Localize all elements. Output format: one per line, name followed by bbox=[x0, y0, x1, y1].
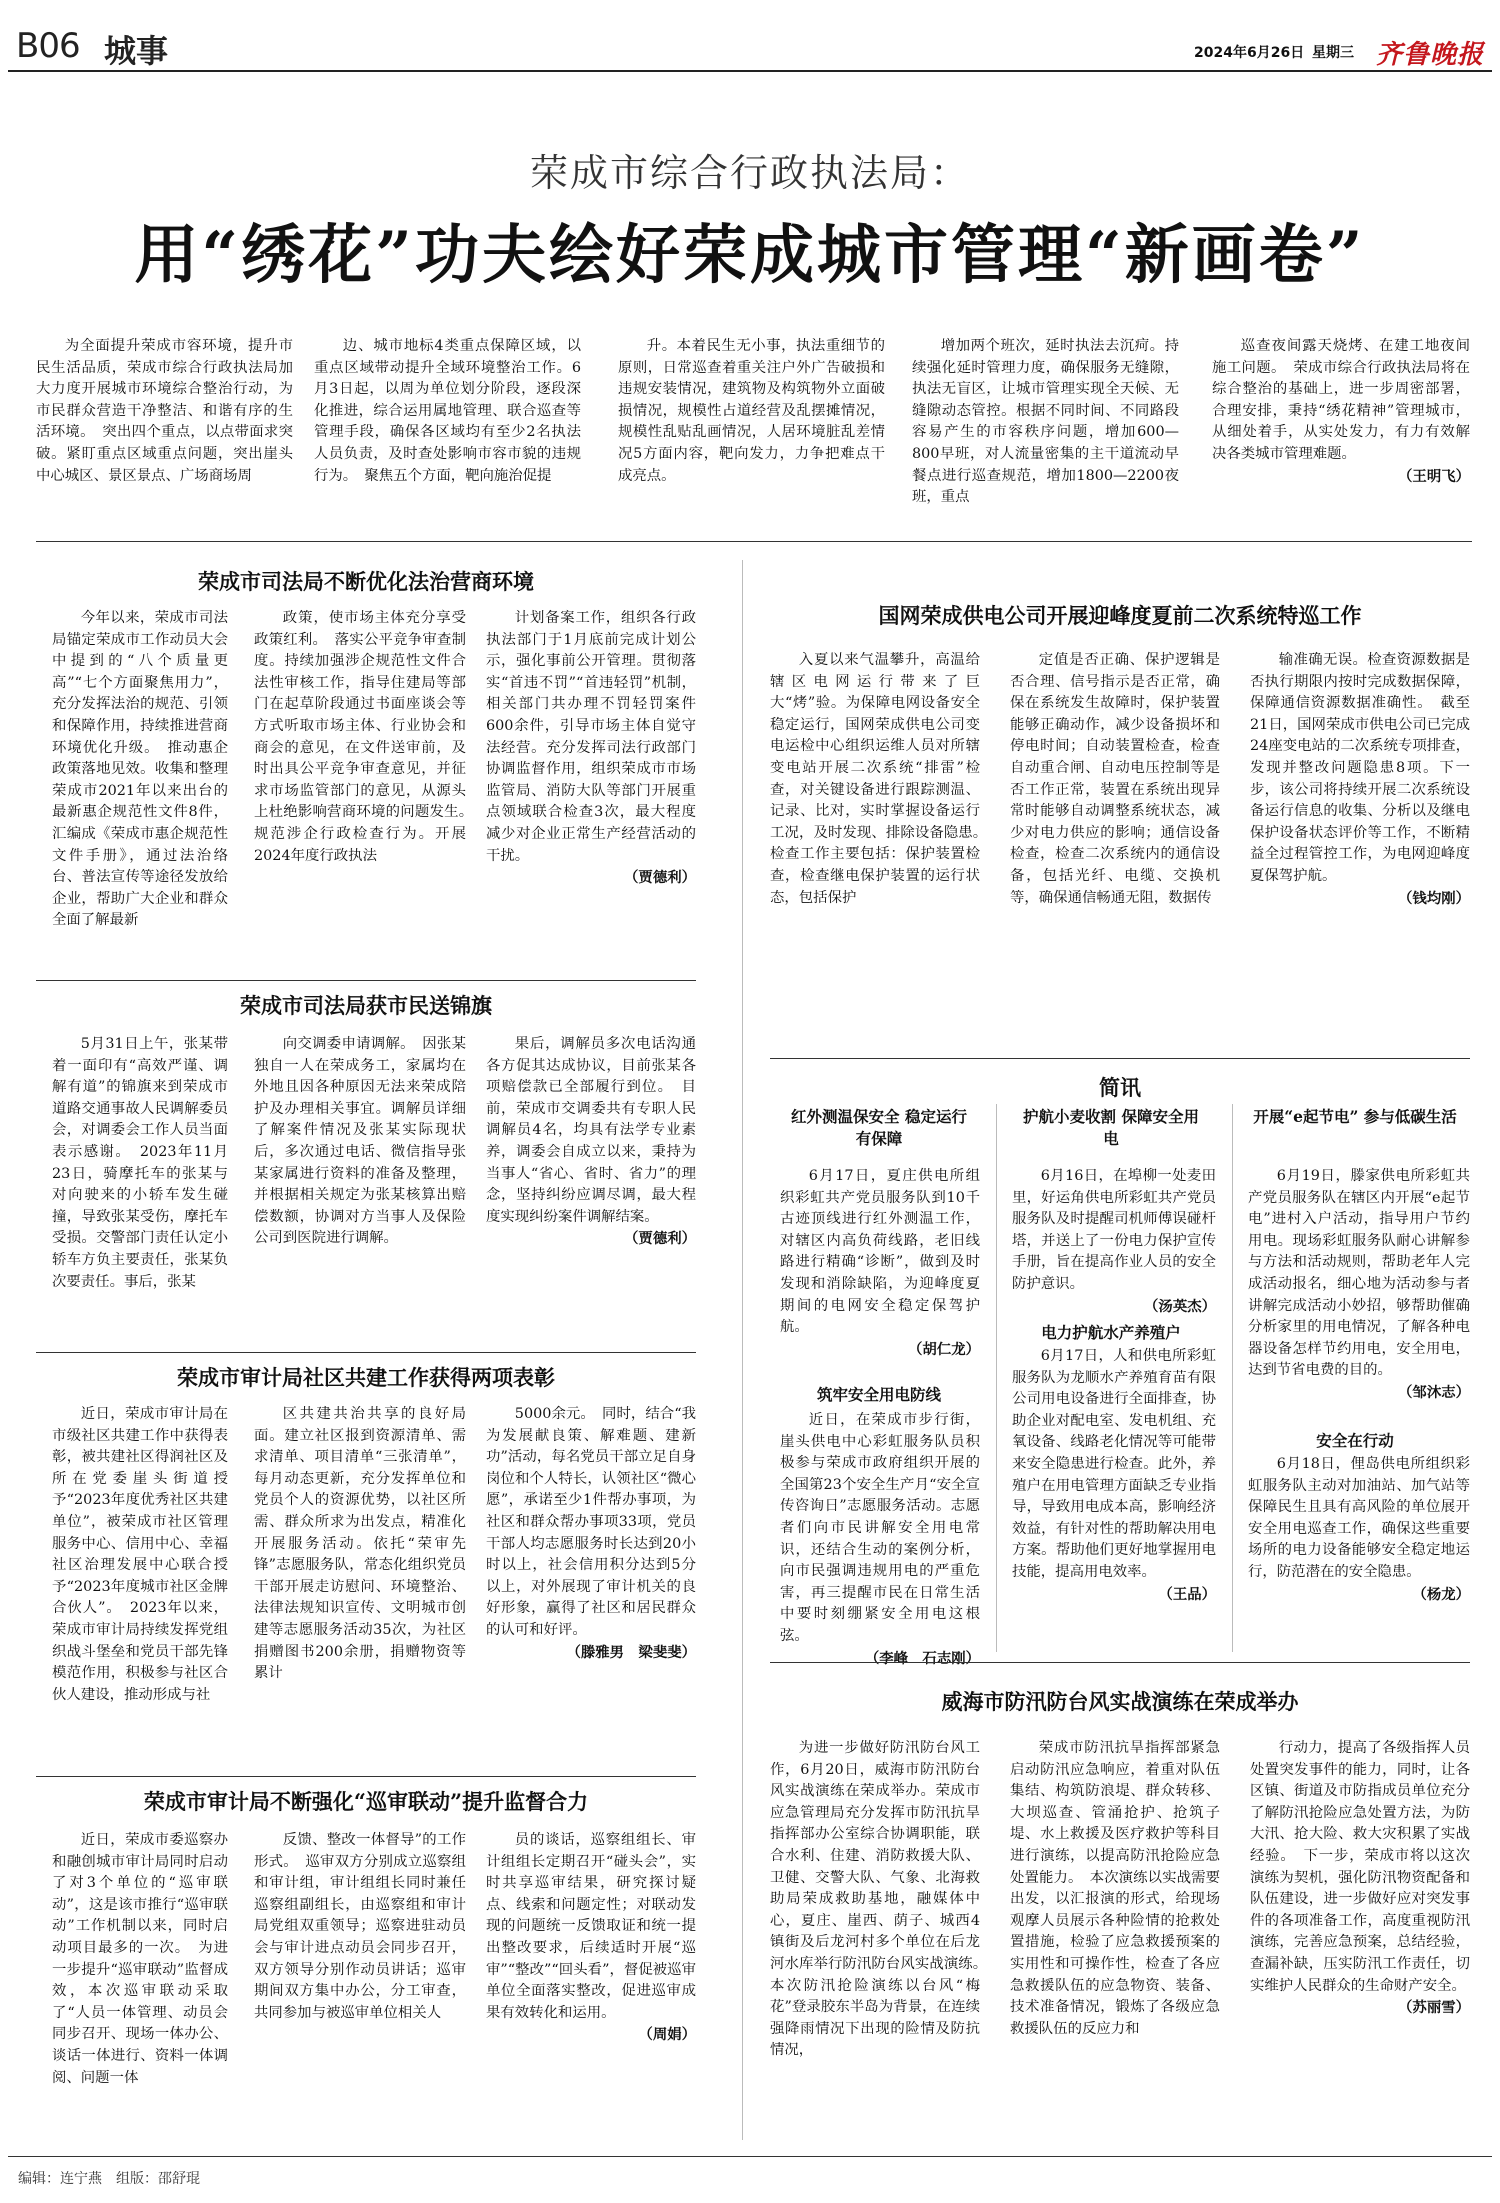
lead-bottom-rule bbox=[36, 541, 1472, 542]
page-code: B06 bbox=[16, 26, 80, 66]
rule-briefs bbox=[770, 1662, 1470, 1663]
article-4-column-2: 反馈、整改一体督导”的工作形式。 巡审双方分别成立巡察组和审计组，审计组组长同时兼任巡察组副组长，由巡察组和审计局党组双重领导；巡察进驻动员会与审计进点动员会同步召开，双方领导分别作动员讲话；巡审期间双方集中办公，分工审查，共同参加与被巡审单位相关人 bbox=[254, 1832, 466, 2021]
briefs-heading: 简讯 bbox=[1099, 1075, 1141, 1100]
lead-column-2: 边、城市地标4类重点保障区域，以重点区域带动提升全域环境整治工作。6月3日起，以周为单位划分阶段，逐段深化推进，综合运用属地管理、联合巡查等管理手段，确保各区域均有至少2名执法人员负责，及时查处影响市容市貌的违规行为。 聚焦五个方面，靶向施治促提 bbox=[314, 338, 581, 484]
brief-safety-line-text: 近日，在荣成市步行街，崖头供电中心彩虹服务队员积极参与荣成市政府组织开展的全国第23个安全生产月“安全宣传咨询日”志愿服务活动。志愿者们向市民讲解安全用电常识，还结合生动的案例分析，向市民强调违规用电的严重危害，再三提醒市民在日常生活中要时刻绷紧安全用电这根弦。 （李峰 石志刚） bbox=[780, 1410, 980, 1658]
article-2-column-3: 果后，调解员多次电话沟通各方促其达成协议，目前张某各项赔偿款已全部履行到位。 目前，荣成市交调委共有专职人民调解员4名，均具有法学专业素养，调委会自成立以来，秉持为当事人“省心、省时、省力”的理念，坚持纠纷应调尽调，最大程度实现纠纷案件调解结案。 （贾德利） bbox=[486, 1034, 696, 1344]
masthead-rule bbox=[8, 70, 1492, 72]
masthead bbox=[0, 0, 1500, 72]
lead-kicker: 荣成市综合行政执法局： bbox=[529, 151, 970, 195]
lead-column-3: 升。本着民生无小事，执法重细节的原则，日常巡查着重关注户外广告破损和违规安装情况，建筑物及构筑物外立面破损情况，规模性占道经营及乱摆摊情况，规模性乱贴乱画情况，人居环境脏乱差情况5方面内容，靶向发力，力争把难点干成亮点。 bbox=[618, 338, 885, 484]
rule-a1 bbox=[36, 980, 696, 981]
article-title-audit-inspection: 荣成市审计局不断强化“巡审联动”提升监督合力 bbox=[143, 1789, 589, 1814]
brief-safety-line-author: （李峰 石志刚） bbox=[864, 1649, 980, 1667]
article-title-judicial-business-env: 荣成市司法局不断优化法治营商环境 bbox=[198, 569, 534, 594]
brief-title-safety-action: 安全在行动 bbox=[1316, 1431, 1394, 1450]
article-title-audit-community: 荣成市审计局社区共建工作获得两项表彰 bbox=[177, 1365, 555, 1390]
rule-a2 bbox=[36, 1352, 696, 1353]
brief-title-infrared: 红外测温保安全 稳定运行有保障 bbox=[791, 1107, 967, 1148]
article-6-column-3: 行动力，提高了各级指挥人员处置突发事件的能力，同时，让各区镇、街道及市防指成员单位充分了解防汛抢险应急处置方法，为防大汛、抢大险、救大灾积累了实战经验。 下一步，荣成市将以这次演练为契机，强化防汛物资配备和队伍建设，进一步做好应对突发事件的各项准备工作，高度重视防汛演练，完善应急预案，总结经验，查漏补缺，压实防汛工作责任，切实维护人民群众的生命财产安全。 （苏丽雪） bbox=[1250, 1738, 1470, 2130]
lead-column-1: 为全面提升荣成市容环境，提升市民生活品质，荣成市综合行政执法局加大力度开展城市环境综合整治行动，为市民群众营造干净整洁、和谐有序的生活环境。 突出四个重点，以点带面求突破。紧盯重点区域重点问题，突出崖头中心城区、景区景点、广场商场周 bbox=[36, 338, 293, 484]
lead-column-5: 巡查夜间露天烧烤、在建工地夜间施工问题。 荣成市综合行政执法局将在综合整治的基础上，进一步周密部署，合理安排，秉持“绣花精神”管理城市，从细处着手，从实处发力，有力有效解决各类城市管理难题。 （王明飞） bbox=[1212, 336, 1470, 532]
article-2-column-2: 向交调委申请调解。 因张某独自一人在荣成务工，家属均在外地且因各种原因无法来荣成陪护及办理相关事宜。调解员详细了解案件情况及张某实际现状后，多次通过电话、微信指导张某家属进行资料的准备及整理，并根据相关规定为张某核算出赔偿数额，协调对方当事人及保险公司到医院进行调解。 bbox=[254, 1036, 466, 1247]
brief-title-aquaculture: 电力护航水产养殖户 bbox=[1041, 1323, 1181, 1342]
article-title-flood-drill: 威海市防汛防台风实战演练在荣成举办 bbox=[941, 1689, 1299, 1714]
brief-infrared-text: 6月17日，夏庄供电所组织彩虹共产党员服务队到10千古迹顶线进行红外测温工作，对辖区内高负荷线路，老旧线路进行精确“诊断”，做到及时发现和消除缺陷，为迎峰度夏期间的电网安全稳定保驾护航。 （胡仁龙） bbox=[780, 1166, 980, 1372]
article-2-column-1: 5月31日上午，张某带着一面印有“高效严谨、调解有道”的锦旗来到荣成市道路交通事故人民调解委员会，对调委会工作人员当面表示感谢。 2023年11月23日，骑摩托车的张某与对向驶来的小轿车发生碰撞，导致张某受伤，摩托车受损。交警部门责任认定小轿车方负主要责任，张某负次要责任。事后，张某 bbox=[52, 1036, 228, 1290]
lead-column-4: 增加两个班次，延时执法去沉疴。持续强化延时管理力度，确保服务无缝隙，执法无盲区，让城市管理实现全天候、无缝隙动态管控。根据不同时间、不同路段容易产生的市容秩序问题，增加600—800早班，对人流量密集的主干道流动早餐点进行巡查规范，增加1800—2200夜班，重点 bbox=[912, 338, 1179, 506]
brief-e-saving-text: 6月19日，滕家供电所彩虹共产党员服务队在辖区内开展“e起节电”进村入户活动，指导用户节约用电。现场彩虹服务队耐心讲解参与方法和活动规则，帮助老年人完成活动报名，细心地为活动参与者讲解完成活动小妙招，够帮助催确分析家里的用电情况，了解各种电器设备怎样节约用电，安全用电，达到节省电费的目的。 （邹沐志） bbox=[1248, 1166, 1470, 1426]
paper-logo: 齐鲁晚报 bbox=[1376, 40, 1485, 70]
brief-title-safety-line: 筑牢安全用电防线 bbox=[816, 1385, 941, 1404]
brief-safety-action-text: 6月18日，俚岛供电所组织彩虹服务队主动对加油站、加气站等保障民生且具有高风险的单位展开安全用电巡查工作，确保这些重要场所的电力设备能够安全稳定地运行，防范潜在的安全隐患。 （杨龙） bbox=[1248, 1454, 1470, 1658]
article-3-author: （滕雅男 梁斐斐） bbox=[566, 1643, 696, 1661]
article-3-column-2: 区共建共治共享的良好局面。建立社区报到资源清单、需求清单、项目清单“三张清单”，每月动态更新，充分发挥单位和党员个人的资源优势，以社区所需、群众所求为出发点，精准化开展服务活动。依托“荣审先锋”志愿服务队，常态化组织党员干部开展走访慰问、环境整治、法律法规知识宣传、文明城市创建等志愿服务活动35次，为社区捐赠图书200余册，捐赠物资等累计 bbox=[254, 1406, 466, 1682]
brief-aquaculture-author: （王品） bbox=[1158, 1585, 1216, 1603]
brief-title-wheat: 护航小麦收割 保障安全用电 bbox=[1023, 1107, 1199, 1148]
brief-aquaculture-text: 6月17日，人和供电所彩虹服务队为龙顺水产养殖育苗有限公司用电设备进行全面排查，协助企业对配电室、发电机组、充氧设备、线路老化情况等可能带来安全隐患进行检查。此外，养殖户在用电管理方面缺乏专业指导，导致用电成本高，影响经济效益，有针对性的帮助解决用电方案。帮助他们更好地掌握用电技能，提高用电效率。 （王品） bbox=[1012, 1346, 1216, 1658]
article-4-author: （周娟） bbox=[638, 2026, 696, 2044]
article-title-banner-award: 荣成市司法局获市民送锦旗 bbox=[240, 993, 492, 1018]
article-5-column-1: 入夏以来气温攀升，高温给辖区电网运行带来了巨大“烤”验。为保障电网设备安全稳定运行，国网荣成供电公司变电运检中心组织运维人员对所辖变电站开展二次系统“排雷”检查，对关键设备进行跟踪测温、记录、比对，实时掌握设备运行工况，及时发现、排除设备隐患。 检查工作主要包括：保护装置检查，检查继电保护装置的运行状态，包括保护 bbox=[770, 652, 995, 906]
brief-e-saving-author: （邹沐志） bbox=[1398, 1383, 1470, 1401]
rule-a5 bbox=[770, 1058, 1470, 1059]
brief-infrared-author: （胡仁龙） bbox=[908, 1340, 980, 1358]
brief-title-e-saving: 开展“e起节电” 参与低碳生活 bbox=[1253, 1107, 1457, 1126]
brief-divider-1 bbox=[996, 1104, 997, 1652]
article-5-column-3: 输准确无误。检查资源数据是否执行期限内按时完成数据保障，保障通信资源数据准确性。 截至21日，国网荣成市供电公司已完成24座变电站的二次系统专项排查，发现并整改问题隐患8项。下一步，该公司将持续开展二次系统设备运行信息的收集、分析以及继电保护设备状态评价等工作，不断精益全过程管控工作，为电网迎峰度夏保驾护航。 （钱均刚） bbox=[1250, 650, 1470, 1050]
article-4-column-3: 员的谈话，巡察组组长、审计组组长定期召开“碰头会”，实时共享巡审结果，研究探讨疑点、线索和问题定性；对联动发现的问题统一反馈取证和统一提出整改要求，后续适时开展“巡审”“整改”“回头看”，督促被巡审单位全面落实整改，促进巡审成果有效转化和运用。 （周娟） bbox=[486, 1830, 696, 2130]
article-6-column-1: 为进一步做好防汛防台风工作，6月20日，威海市防汛防台风实战演练在荣成举办。荣成市应急管理局充分发挥市防汛抗旱指挥部办公室综合协调职能，联合水利、住建、消防救援大队、卫健、交警大队、气象、北海救助局荣成救助基地，融媒体中心，夏庄、崖西、荫子、城西4镇街及后龙河村多个单位在后龙河水库举行防汛防台风实战演练。 本次防汛抢险演练以台风“梅花”登录胶东半岛为背景，在连续强降雨情况下出现的险情及防抗情况， bbox=[770, 1740, 995, 2059]
brief-wheat-text: 6月16日，在埠柳一处麦田里，好运角供电所彩虹共产党员服务队及时提醒司机师傅误碰杆塔，并送上了一份电力保护宣传手册，旨在提高作业人员的安全防护意识。 （汤英杰） bbox=[1012, 1166, 1216, 1316]
rule-a3 bbox=[36, 1776, 696, 1777]
column-divider bbox=[742, 560, 743, 2140]
brief-safety-action-author: （杨龙） bbox=[1412, 1585, 1470, 1603]
footer-rule bbox=[8, 2156, 1492, 2157]
brief-wheat-author: （汤英杰） bbox=[1144, 1297, 1216, 1315]
article-1-author: （贾德利） bbox=[624, 869, 696, 887]
article-3-column-3: 5000余元。 同时，结合“我为发展献良策、解难题、建新功”活动，每名党员干部立足自身岗位和个人特长，认领社区“微心愿”，承诺至少1件帮办事项，为社区和群众帮办事项33项，党员干部人均志愿服务时长达到20小时以上，社会信用积分达到5分以上，对外展现了审计机关的良好形象，赢得了社区和居民群众的认可和好评。 （滕雅男 梁斐斐） bbox=[486, 1404, 696, 1770]
lead-headline: 用“绣花”功夫绘好荣成城市管理“新画卷” bbox=[134, 218, 1366, 293]
editor-credit: 编辑：连宁燕 组版：邵舒琨 bbox=[18, 2171, 200, 2187]
article-1-column-3: 计划备案工作，组织各行政执法部门于1月底前完成计划公示，强化事前公开管理。贯彻落实“首违不罚”“首违轻罚”机制，相关部门共办理不罚轻罚案件600余件，引导市场主体自觉守法经营。充分发挥司法行政部门协调监督作用，组织荣成市市场监管局、消防大队等部门开展重点领域联合检查3次，最大程度减少对企业正常生产经营活动的干扰。 （贾德利） bbox=[486, 608, 696, 974]
article-5-column-2: 定值是否正确、保护逻辑是否合理、信号指示是否正常，确保在系统发生故障时，保护装置能够正确动作，减少设备损坏和停电时间；自动装置检查，检查自动重合闸、自动电压控制等是否工作正常，装置在系统出现异常时能够自动调整系统状态，减少对电力供应的影响；通信设备检查，检查二次系统内的通信设备，包括光纤、电缆、交换机等，确保通信畅通无阻，数据传 bbox=[1010, 652, 1220, 906]
lead-author: （王明飞） bbox=[1398, 467, 1470, 485]
section-name: 城事 bbox=[104, 32, 169, 70]
issue-date: 2024年6月26日 bbox=[1194, 45, 1305, 61]
article-4-column-1: 近日，荣成市委巡察办和融创城市审计局同时启动了对3个单位的“巡审联动”，这是该市推行“巡审联动”工作机制以来，同时启动项目最多的一次。 为进一步提升“巡审联动”监督成效，本次巡审联动采取了“人员一体管理、动员会同步召开、现场一体办公、谈话一体进行、资料一体调阅、问题一体 bbox=[52, 1832, 228, 2086]
article-1-column-2: 政策，使市场主体充分享受政策红利。 落实公平竞争审查制度。持续加强涉企规范性文件合法性审核工作，指导住建局等部门在起草阶段通过书面座谈会等方式听取市场主体、行业协会和商会的意见，在文件送审前，及时出具公平竞争审查意见，并征求市场监管部门的意见，从源头上杜绝影响营商环境的问题发生。 规范涉企行政检查行为。开展2024年度行政执法 bbox=[254, 610, 481, 864]
article-title-power-inspection: 国网荣成供电公司开展迎峰度夏前二次系统特巡工作 bbox=[878, 603, 1362, 628]
article-6-author: （苏丽雪） bbox=[1398, 1999, 1470, 2017]
article-1-column-1: 今年以来，荣成市司法局锚定荣成市工作动员大会中提到的“八个质量更高”“七个方面聚焦用力”，充分发挥法治的规范、引领和保障作用，持续推进营商环境优化升级。 推动惠企政策落地见效。收集和整理荣成市2021年以来出台的最新惠企规范性文件8件，汇编成《荣成市惠企规范性文件手册》，通过法治络台、普法宣传等途径发放给企业，帮助广大企业和群众全面了解最新 bbox=[52, 610, 228, 929]
article-6-column-2: 荣成市防汛抗旱指挥部紧急启动防汛应急响应，着重对队伍集结、构筑防浪堤、群众转移、大坝巡查、管涌抢护、抢筑子堤、水上救援及医疗救护等科目进行演练，以提高防汛抢险应急处置能力。 本次演练以实战需要出发，以汇报演的形式，给现场观摩人员展示各种险情的抢救处置措施，检验了应急救援预案的实用性和可操作性，检查了各应急救援队伍的应急物资、装备、技术准备情况，锻炼了各级应急救援队伍的反应力和 bbox=[1010, 1740, 1220, 2037]
article-3-column-1: 近日，荣成市审计局在市级社区共建工作中获得表彰，被共建社区得润社区及所在党委崖头街道授予“2023年度优秀社区共建单位”，被荣成市社区管理服务中心、信用中心、幸福社区治理发展中心联合授予“2023年度城市社区金牌合伙人”。 2023年以来，荣成市审计局持续发挥党组织战斗堡垒和党员干部先锋模范作用，积极参与社区合伙人建设，推动形成与社 bbox=[52, 1406, 228, 1703]
issue-weekday: 星期三 bbox=[1312, 45, 1354, 61]
article-5-author: （钱均刚） bbox=[1398, 889, 1470, 907]
article-2-author: （贾德利） bbox=[624, 1230, 696, 1248]
brief-divider-2 bbox=[1232, 1104, 1233, 1652]
